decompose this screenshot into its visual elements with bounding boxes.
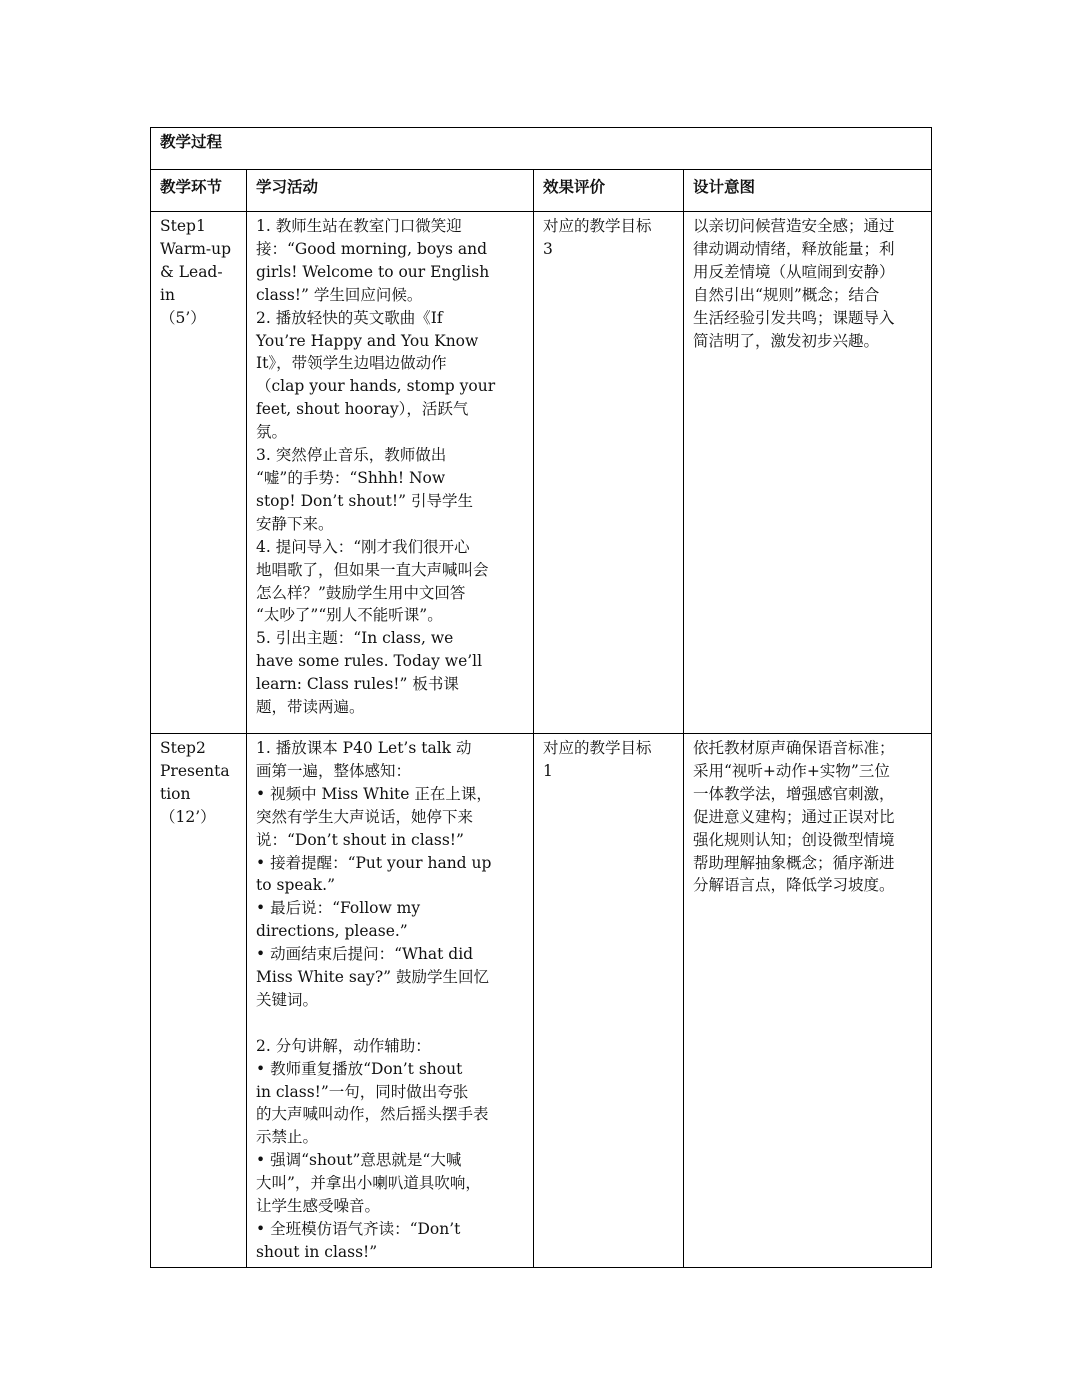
intent-cell <box>684 212 932 734</box>
activity-cell <box>247 212 534 734</box>
text-line: 氛。 <box>256 423 288 442</box>
evaluation-cell <box>534 734 684 1268</box>
text-line: （5’） <box>160 308 206 327</box>
text-line: 帮助理解抽象概念；循序渐进 <box>693 853 895 872</box>
table-row <box>151 212 932 734</box>
text-line: 画第一遍，整体感知： <box>256 761 412 780</box>
text-line: 一体教学法，增强感官刺激， <box>693 784 895 803</box>
text-line: • 全班模仿语气齐读：“Don’t <box>256 1220 461 1239</box>
text-line: directions, please.” <box>256 922 408 941</box>
text-line: 1. 教师生站在教室门口微笑迎 <box>256 217 462 235</box>
text-line: • 接着提醒：“Put your hand up <box>256 853 492 872</box>
text-line: • 动画结束后提问：“What did <box>256 945 474 964</box>
text-line: 2. 播放轻快的英文歌曲《If <box>256 308 443 327</box>
text-line: • 视频中 Miss White 正在上课， <box>256 784 492 803</box>
step-cell <box>151 734 247 1268</box>
text-line: 让学生感受噪音。 <box>256 1197 381 1216</box>
text-line: You’re Happy and You Know <box>256 331 479 350</box>
step-cell <box>151 212 247 734</box>
text-line: learn: Class rules!” 板书课 <box>256 675 459 694</box>
text-line: 3. 突然停止音乐，教师做出 <box>256 446 447 465</box>
text-line: 4. 提问导入：“刚才我们很开心 <box>256 537 470 556</box>
text-line: It》，带领学生边唱边做动作 <box>256 354 447 373</box>
text-line: have some rules. Today we’ll <box>256 652 483 671</box>
text-line: tion <box>160 784 191 803</box>
table-row <box>151 734 932 1268</box>
text-line: 对应的教学目标 <box>543 739 652 757</box>
text-line: 题，带读两遍。 <box>256 698 365 717</box>
text-line: • 教师重复播放“Don’t shout <box>256 1059 463 1078</box>
text-line: 促进意义建构；通过正误对比 <box>693 807 895 826</box>
text-line: 简洁明了，激发初步兴趣。 <box>693 331 880 350</box>
text-line: Step2 <box>160 739 206 757</box>
text-line: girls! Welcome to our English <box>256 262 490 281</box>
text-line: 3 <box>543 239 553 258</box>
header-stage: 教学环节 <box>151 170 247 212</box>
header-evaluation: 效果评价 <box>534 170 684 212</box>
activity-cell <box>247 734 534 1268</box>
text-line: 自然引出“规则”概念；结合 <box>693 285 880 304</box>
text-line: 地唱歌了，但如果一直大声喊叫会 <box>256 560 489 579</box>
text-line: 用反差情境（从喧闹到安静） <box>693 262 895 281</box>
text-line: 接：“Good morning, boys and <box>256 239 487 258</box>
text-line: （clap your hands, stomp your <box>256 377 496 396</box>
text-line: class!” 学生回应问候。 <box>256 285 423 304</box>
text-line: Presenta <box>160 761 230 780</box>
text-line: Miss White say?” 鼓励学生回忆 <box>256 968 489 987</box>
text-line: to speak.” <box>256 876 336 895</box>
text-line: 对应的教学目标 <box>543 217 652 235</box>
text-line: 强化规则认知；创设微型情境 <box>693 830 895 849</box>
text-line: 依托教材原声确保语音标准； <box>693 739 895 757</box>
text-line <box>256 1012 525 1035</box>
text-line: 采用“视听+动作+实物”三位 <box>693 761 890 780</box>
text-line: in <box>160 285 175 304</box>
text-line: 示禁止。 <box>256 1128 319 1147</box>
text-line: 的大声喊叫动作，然后摇头摆手表 <box>256 1105 489 1124</box>
intent-cell <box>684 734 932 1268</box>
table-header-row <box>151 170 932 212</box>
text-line: • 强调“shout”意思就是“大喊 <box>256 1151 462 1170</box>
text-line: 关键词。 <box>256 990 319 1009</box>
text-line: 突然有学生大声说话，她停下来 <box>256 807 474 826</box>
text-line: “太吵了”“别人不能听课”。 <box>256 606 443 625</box>
header-intent: 设计意图 <box>684 170 932 212</box>
text-line: stop! Don’t shout!” 引导学生 <box>256 491 473 510</box>
text-line: 说：“Don’t shout in class!” <box>256 830 464 849</box>
text-line: 安静下来。 <box>256 514 334 533</box>
section-title: 教学过程 <box>151 128 932 170</box>
text-line: Step1 <box>160 217 206 235</box>
text-line: 分解语言点，降低学习坡度。 <box>693 876 895 895</box>
text-line: 怎么样？”鼓励学生用中文回答 <box>256 583 466 602</box>
text-line: • 最后说：“Follow my <box>256 899 421 918</box>
text-line: in class!”一句，同时做出夸张 <box>256 1082 469 1101</box>
text-line: & Lead- <box>160 262 223 281</box>
text-line: 大叫”，并拿出小喇叭道具吹响， <box>256 1174 481 1193</box>
text-line: 2. 分句讲解，动作辅助： <box>256 1036 431 1055</box>
lesson-process-table <box>150 127 932 1268</box>
text-line: shout in class!” <box>256 1242 378 1261</box>
text-line: 1 <box>543 761 553 780</box>
text-line: feet, shout hooray），活跃气 <box>256 400 469 419</box>
evaluation-cell <box>534 212 684 734</box>
text-line: 生活经验引发共鸣；课题导入 <box>693 308 895 327</box>
text-line: 律动调动情绪，释放能量；利 <box>693 239 895 258</box>
text-line: Warm-up <box>160 239 232 258</box>
text-line: “嘘”的手势：“Shhh! Now <box>256 468 446 487</box>
text-line: （12’） <box>160 807 216 826</box>
text-line: 5. 引出主题：“In class, we <box>256 629 454 648</box>
text-line: 1. 播放课本 P40 Let’s talk 动 <box>256 739 472 757</box>
text-line: 以亲切问候营造安全感；通过 <box>693 217 895 235</box>
header-activity: 学习活动 <box>247 170 534 212</box>
